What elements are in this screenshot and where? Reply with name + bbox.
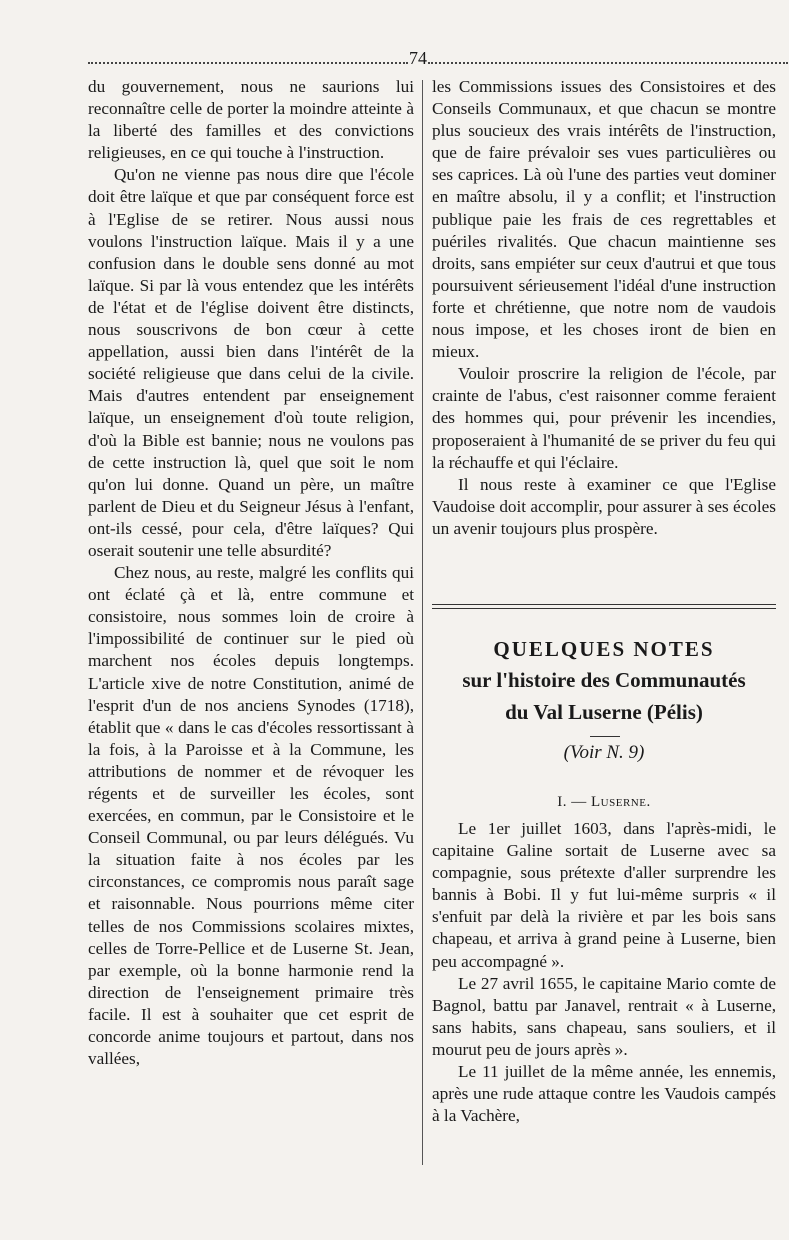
header-rule-right <box>428 62 788 64</box>
paragraph: Il nous reste à examiner ce que l'Eglise Vaudoise doit accomplir, pour assurer à ses écoles un avenir toujours plus prospère. <box>432 474 776 538</box>
page-header <box>88 46 788 72</box>
article-title-line-3: du Val Luserne (Pélis) <box>505 700 703 724</box>
paragraph: Le 27 avril 1655, le capitaine Mario comte de Bagnol, battu par Janavel, rentrait « à Luserne, sans habits, sans chapeau, sans souliers, et il mourut peu de jours après ». <box>432 973 776 1059</box>
paragraph: les Commissions issues des Consistoires et des Conseils Communaux, et que chacun se montre plus soucieux des vrais intérêts de l'instruction, que de faire prévaloir ses vues particulières ou ses caprices. Là où l'une des parties veut dominer en maître absolu, il y a conflit; et l'instruction publique paie les frais de ces regrettables et puériles rivalités. Que chacun maintienne ses droits, sans empiéter sur ceux d'autrui et que tous poursuivent sérieusement l'idéal d'une instruction forte et chrétienne, que notre nom de vaudois nous impose, et les choses iront de bien en mieux. <box>432 77 776 362</box>
paragraph: Qu'on ne vienne pas nous dire que l'école doit être laïque et que par conséquent force est à l'Eglise de se retirer. Nous aussi nous voulons l'instruction laïque. Mais il y a une confusion dans le double sens donné au mot laïque. Si par là vous entendez que les intérêts de l'état et de l'église doivent être distincts, nous souscrivons de bon cœur à cette appellation, aussi bien dans l'intérêt de la société religieuse que dans celui de la civile. Mais d'autres entendent par enseignement laïque, un enseignement d'où toute religion, d'où la Bible est bannie; nous ne voulons pas de cette instruction là, quel que soit le nom qu'on lui donne. Quand un père, un maître parlent de Dieu et du Seigneur Jésus à l'enfant, ont-ils cessé, pour cela, d'être laïques? Qui oserait soutenir une telle absurdité? <box>88 165 414 560</box>
article-title-line-2: sur l'histoire des Communautés <box>462 668 746 692</box>
page-number: 74 <box>409 48 427 68</box>
article-title <box>432 634 776 728</box>
paragraph: Le 11 juillet de la même année, les ennemis, après une rude attaque contre les Vaudois campés à la Vachère, <box>432 1062 776 1126</box>
left-column <box>88 76 414 1070</box>
article-title-line-1: QUELQUES NOTES <box>493 637 715 661</box>
header-rule-left <box>88 62 408 64</box>
paragraph: du gouvernement, nous ne saurions lui reconnaître celle de porter la moindre atteinte à la liberté des familles et des convictions religieuses, en ce qui touche à l'instruction. <box>88 77 414 163</box>
section-heading: I. — Luserne. <box>557 794 651 810</box>
section-separator <box>432 604 776 609</box>
right-column-article <box>432 818 776 1127</box>
right-column <box>432 76 776 540</box>
title-dash <box>590 736 620 737</box>
article-reference: (Voir N. 9) <box>563 742 645 763</box>
paragraph: Vouloir proscrire la religion de l'école, par crainte de l'abus, c'est raisonner comme feraient des hommes qui, pour prévenir les incendies, proposeraient à l'humanité de se priver du feu qui la réchauffe et qui l'éclaire. <box>432 364 776 472</box>
paragraph: Chez nous, au reste, malgré les conflits qui ont éclaté çà et là, entre commune et consistoire, nous sommes loin de croire à l'impossibilité de continuer sur le pied où marchent nos écoles depuis longtemps. L'article xive de notre Constitution, animé de l'esprit d'un de nos anciens Synodes (1718), établit que « dans le cas d'écoles ressortissant à la fois, à la Paroisse et à la Commune, les attributions de nommer et de révoquer les régents et de surveiller les écoles, sont exercées, en commun, par le Consistoire et le Conseil Communal, ou par leurs délégués. Vu la situation faite à nos écoles par les circonstances, ce compromis nous paraît sage et raisonnable. Nous pourrions même citer telles de nos Commissions scolaires mixtes, celles de Torre-Pellice et de Luserne St. Jean, par exemple, où la bonne harmonie rend la direction de l'enseignement primaire très facile. Il est à souhaiter que cet esprit de concorde anime toujours et partout, dans nos vallées, <box>88 563 414 1069</box>
column-divider <box>422 80 423 1165</box>
paragraph: Le 1er juillet 1603, dans l'après-midi, le capitaine Galine sortait de Luserne avec sa compagnie, sous prétexte d'aller surprendre les bannis à Bobi. Il y fut lui-même surpris « il s'enfuit par delà la rivière et par les bois sans chapeau, et arriva à grand peine à Luserne, bien peu accompagné ». <box>432 819 776 971</box>
